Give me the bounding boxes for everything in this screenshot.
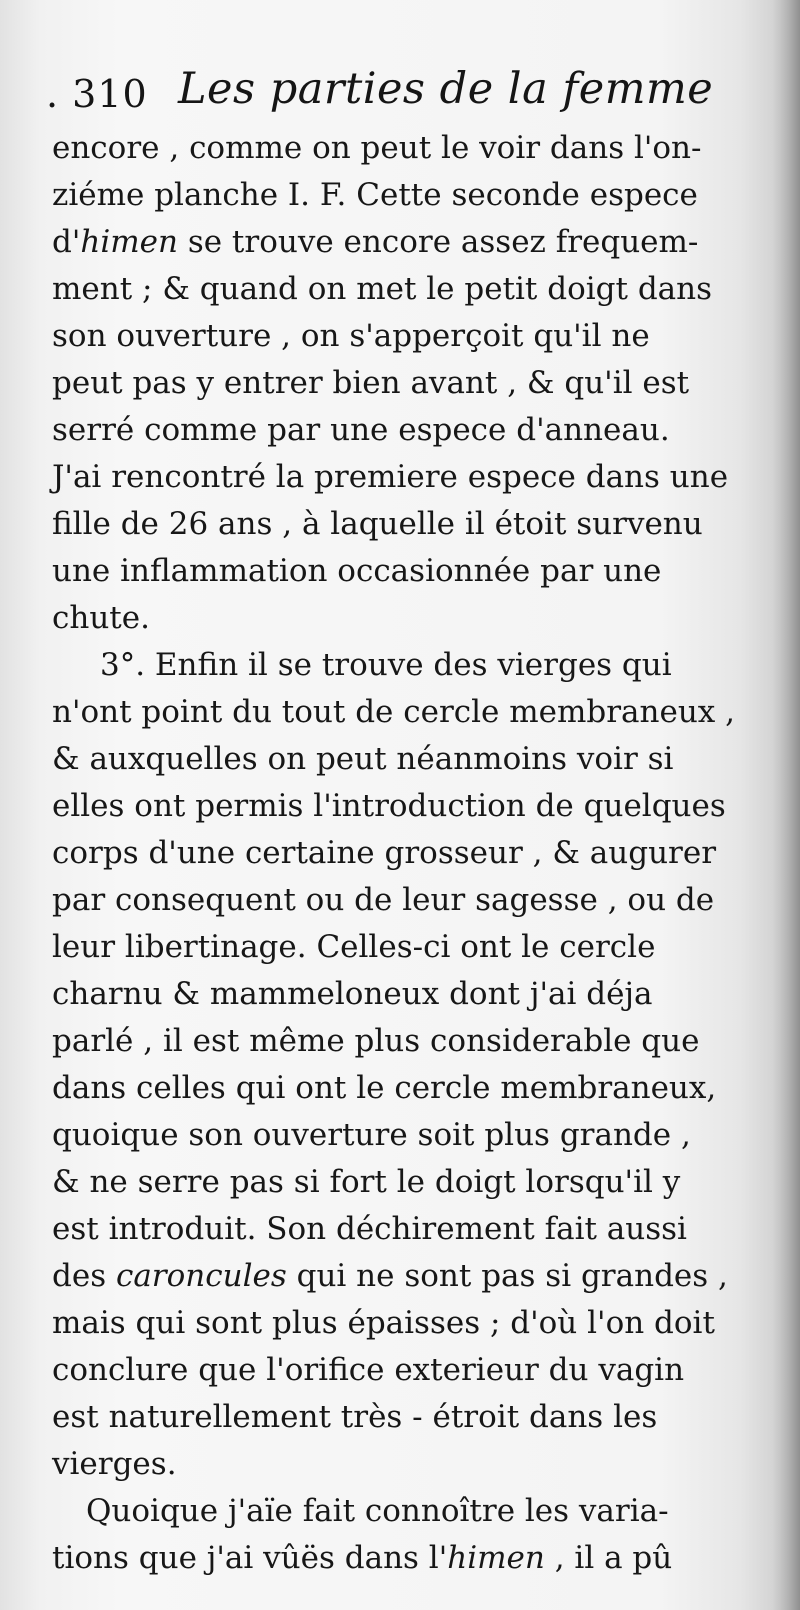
text-segment: encore , comme on peut le voir dans l'on-: [52, 130, 702, 166]
text-line: [52, 1347, 752, 1394]
text-line: [52, 642, 752, 689]
page-number: . 310: [46, 72, 148, 116]
text-segment: , il a pû: [544, 1540, 673, 1576]
italic-term: caroncules: [115, 1258, 287, 1294]
text-segment: est introduit. Son déchirement fait aussi: [52, 1211, 687, 1247]
text-segment: J'ai rencontré la premiere espece dans une: [52, 459, 729, 495]
text-line: [52, 1394, 752, 1441]
page-header: [46, 62, 746, 126]
text-segment: charnu & mammeloneux dont j'ai déja: [52, 976, 653, 1012]
text-line: [52, 877, 752, 924]
text-line: [52, 830, 752, 877]
text-line: [52, 1441, 752, 1488]
text-line: [52, 971, 752, 1018]
text-line: [52, 1159, 752, 1206]
text-line: [52, 783, 752, 830]
text-segment: 3°. Enfin il se trouve des vierges qui: [100, 647, 672, 683]
text-segment: quoique son ouverture soit plus grande ,: [52, 1117, 691, 1153]
body-text: [52, 125, 752, 1582]
text-line: [52, 736, 752, 783]
text-segment: chute.: [52, 600, 150, 636]
text-segment: n'ont point du tout de cercle membraneux ,: [52, 694, 735, 730]
text-segment: tions que j'ai vûës dans l': [52, 1540, 448, 1576]
italic-term: himen: [447, 1540, 545, 1576]
text-segment: serré comme par une espece d'anneau.: [52, 412, 670, 448]
text-line: [52, 360, 752, 407]
text-line: [52, 1065, 752, 1112]
text-segment: des: [52, 1258, 116, 1294]
text-segment: leur libertinage. Celles-ci ont le cercle: [52, 929, 656, 965]
text-line: [52, 1253, 752, 1300]
text-segment: corps d'une certaine grosseur , & augurer: [52, 835, 717, 871]
text-segment: conclure que l'orifice exterieur du vagin: [52, 1352, 685, 1388]
text-segment: fille de 26 ans , à laquelle il étoit survenu: [52, 506, 703, 542]
text-segment: & auxquelles on peut néanmoins voir si: [52, 741, 674, 777]
text-line: [52, 266, 752, 313]
text-line: [52, 219, 752, 266]
text-segment: elles ont permis l'introduction de quelques: [52, 788, 726, 824]
text-segment: par consequent ou de leur sagesse , ou de: [52, 882, 715, 918]
text-segment: son ouverture , on s'apperçoit qu'il ne: [52, 318, 650, 354]
text-segment: une inflammation occasionnée par une: [52, 553, 662, 589]
text-segment: dans celles qui ont le cercle membraneux,: [52, 1070, 717, 1106]
text-line: [52, 689, 752, 736]
text-segment: ment ; & quand on met le petit doigt dans: [52, 271, 713, 307]
text-segment: & ne serre pas si fort le doigt lorsqu'il y: [52, 1164, 681, 1200]
text-segment: parlé , il est même plus considerable que: [52, 1023, 700, 1059]
italic-term: himen: [80, 224, 178, 260]
text-line: [52, 501, 752, 548]
text-line: [52, 1300, 752, 1347]
text-segment: mais qui sont plus épaisses ; d'où l'on doit: [52, 1305, 715, 1341]
text-line: [52, 595, 752, 642]
text-segment: qui ne sont pas si grandes ,: [286, 1258, 728, 1294]
text-line: [52, 548, 752, 595]
text-line: [52, 1206, 752, 1253]
text-line: [52, 454, 752, 501]
page-edge-shadow: [772, 0, 800, 1610]
text-line: [52, 1112, 752, 1159]
text-line: [52, 407, 752, 454]
text-segment: ziéme planche I. F. Cette seconde espece: [52, 177, 698, 213]
text-segment: se trouve encore assez frequem-: [177, 224, 699, 260]
text-segment: vierges.: [52, 1446, 177, 1482]
text-segment: d': [52, 224, 81, 260]
text-line: [52, 924, 752, 971]
text-line: [52, 1018, 752, 1065]
text-line: [52, 172, 752, 219]
text-line: [52, 1535, 752, 1582]
text-line: [52, 313, 752, 360]
text-segment: Quoique j'aïe fait connoître les varia-: [86, 1493, 669, 1529]
running-title: Les parties de la femme: [178, 64, 714, 114]
text-line: [52, 125, 752, 172]
text-segment: peut pas y entrer bien avant , & qu'il est: [52, 365, 690, 401]
text-line: [52, 1488, 752, 1535]
text-segment: est naturellement très - étroit dans les: [52, 1399, 658, 1435]
